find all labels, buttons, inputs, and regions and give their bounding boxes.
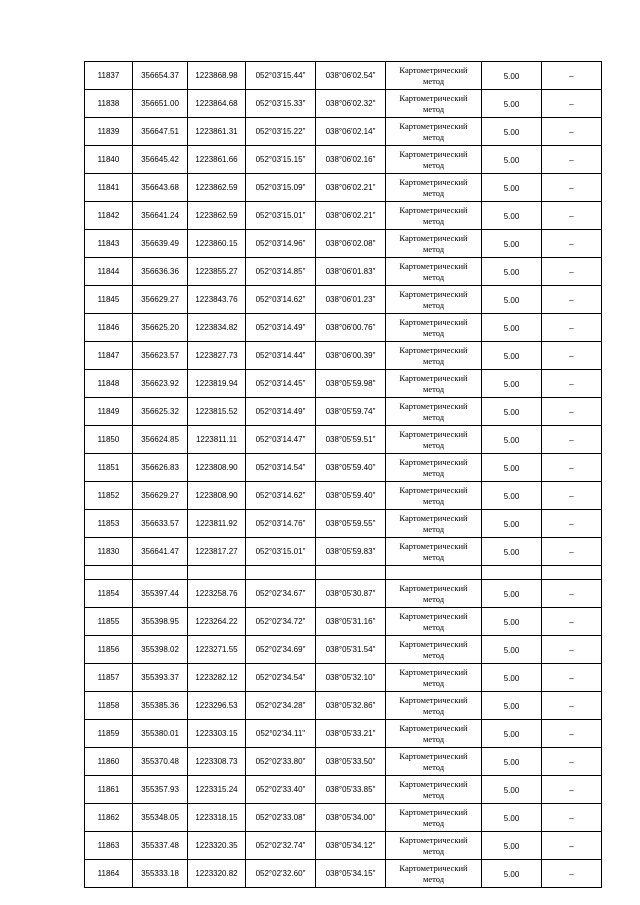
accuracy-cell: 5.00 [482,608,542,636]
accuracy-cell: 5.00 [482,860,542,888]
table-row [85,314,602,342]
method-cell: Картометрический метод [386,90,482,118]
accuracy-cell: 5.00 [482,314,542,342]
latitude-cell: 052°02'34.28" [246,692,316,720]
latitude-cell: 052°02'34.11" [246,720,316,748]
method-cell: Картометрический метод [386,580,482,608]
y-coordinate-cell: 1223864.68 [188,90,246,118]
point-number-cell: 11839 [85,118,133,146]
point-number-cell: 11846 [85,314,133,342]
accuracy-cell: 5.00 [482,832,542,860]
longitude-cell: 038°05'30.87" [316,580,386,608]
y-coordinate-cell: 1223843.76 [188,286,246,314]
note-cell: – [542,538,602,566]
method-cell: Картометрический метод [386,636,482,664]
longitude-cell: 038°06'02.21" [316,202,386,230]
longitude-cell: 038°06'02.32" [316,90,386,118]
x-coordinate-cell: 356625.20 [133,314,188,342]
latitude-cell: 052°03'14.49" [246,314,316,342]
method-cell: Картометрический метод [386,174,482,202]
x-coordinate-cell: 355398.95 [133,608,188,636]
latitude-cell: 052°03'14.62" [246,482,316,510]
longitude-cell: 038°06'00.76" [316,314,386,342]
point-number-cell: 11855 [85,608,133,636]
x-coordinate-cell: 355348.05 [133,804,188,832]
note-cell: – [542,748,602,776]
x-coordinate-cell: 355337.48 [133,832,188,860]
x-coordinate-cell: 356636.36 [133,258,188,286]
y-coordinate-cell: 1223318.15 [188,804,246,832]
method-cell: Картометрический метод [386,370,482,398]
x-coordinate-cell: 356626.83 [133,454,188,482]
table-row [85,608,602,636]
table-row [85,804,602,832]
x-coordinate-cell: 356639.49 [133,230,188,258]
note-cell: – [542,286,602,314]
table-row [85,426,602,454]
method-cell: Картометрический метод [386,314,482,342]
accuracy-cell: 5.00 [482,664,542,692]
accuracy-cell: 5.00 [482,62,542,90]
latitude-cell: 052°03'15.09" [246,174,316,202]
table-row [85,538,602,566]
accuracy-cell: 5.00 [482,174,542,202]
method-cell: Картометрический метод [386,832,482,860]
point-number-cell: 11861 [85,776,133,804]
accuracy-cell: 5.00 [482,146,542,174]
y-coordinate-cell: 1223808.90 [188,454,246,482]
point-number-cell: 11840 [85,146,133,174]
longitude-cell: 038°05'33.21" [316,720,386,748]
longitude-cell: 038°05'34.00" [316,804,386,832]
longitude-cell: 038°05'32.10" [316,664,386,692]
note-cell: – [542,398,602,426]
point-number-cell: 11864 [85,860,133,888]
table-row [85,370,602,398]
accuracy-cell: 5.00 [482,748,542,776]
accuracy-cell: 5.00 [482,90,542,118]
longitude-cell: 038°05'59.40" [316,482,386,510]
latitude-cell: 052°03'14.85" [246,258,316,286]
longitude-cell: 038°05'59.83" [316,538,386,566]
table-row [85,90,602,118]
accuracy-cell: 5.00 [482,482,542,510]
point-number-cell: 11843 [85,230,133,258]
method-cell: Картометрический метод [386,62,482,90]
point-number-cell: 11848 [85,370,133,398]
table-row [85,174,602,202]
table-row [85,118,602,146]
table-row [85,510,602,538]
y-coordinate-cell: 1223315.24 [188,776,246,804]
method-cell: Картометрический метод [386,804,482,832]
latitude-cell: 052°02'34.54" [246,664,316,692]
note-cell: – [542,146,602,174]
note-cell: – [542,258,602,286]
longitude-cell: 038°05'31.54" [316,636,386,664]
y-coordinate-cell: 1223811.11 [188,426,246,454]
method-cell: Картометрический метод [386,426,482,454]
y-coordinate-cell: 1223271.55 [188,636,246,664]
accuracy-cell: 5.00 [482,202,542,230]
method-cell: Картометрический метод [386,146,482,174]
note-cell: – [542,90,602,118]
point-number-cell: 11837 [85,62,133,90]
latitude-cell: 052°03'14.96" [246,230,316,258]
method-cell: Картометрический метод [386,230,482,258]
longitude-cell: 038°06'02.54" [316,62,386,90]
note-cell: – [542,692,602,720]
method-cell: Картометрический метод [386,692,482,720]
point-number-cell: 11830 [85,538,133,566]
table-row [85,482,602,510]
empty-cell [542,566,602,580]
table-row [85,146,602,174]
latitude-cell: 052°03'15.01" [246,202,316,230]
longitude-cell: 038°06'02.21" [316,174,386,202]
table-row [85,832,602,860]
latitude-cell: 052°02'34.72" [246,608,316,636]
y-coordinate-cell: 1223868.98 [188,62,246,90]
latitude-cell: 052°03'15.22" [246,118,316,146]
latitude-cell: 052°02'33.08" [246,804,316,832]
x-coordinate-cell: 356623.92 [133,370,188,398]
point-number-cell: 11853 [85,510,133,538]
y-coordinate-cell: 1223320.82 [188,860,246,888]
y-coordinate-cell: 1223819.94 [188,370,246,398]
method-cell: Картометрический метод [386,286,482,314]
point-number-cell: 11860 [85,748,133,776]
x-coordinate-cell: 356643.68 [133,174,188,202]
note-cell: – [542,776,602,804]
x-coordinate-cell: 356624.85 [133,426,188,454]
empty-cell [246,566,316,580]
latitude-cell: 052°03'14.47" [246,426,316,454]
latitude-cell: 052°03'14.44" [246,342,316,370]
note-cell: – [542,62,602,90]
point-number-cell: 11856 [85,636,133,664]
latitude-cell: 052°03'14.62" [246,286,316,314]
point-number-cell: 11850 [85,426,133,454]
longitude-cell: 038°05'59.55" [316,510,386,538]
longitude-cell: 038°05'34.15" [316,860,386,888]
empty-cell [188,566,246,580]
latitude-cell: 052°02'34.69" [246,636,316,664]
method-cell: Картометрический метод [386,398,482,426]
point-number-cell: 11858 [85,692,133,720]
x-coordinate-cell: 355385.36 [133,692,188,720]
method-cell: Картометрический метод [386,748,482,776]
x-coordinate-cell: 356625.32 [133,398,188,426]
table-row [85,342,602,370]
accuracy-cell: 5.00 [482,692,542,720]
table-row [85,454,602,482]
note-cell: – [542,342,602,370]
longitude-cell: 038°06'02.08" [316,230,386,258]
method-cell: Картометрический метод [386,342,482,370]
separator-row [85,566,602,580]
accuracy-cell: 5.00 [482,118,542,146]
accuracy-cell: 5.00 [482,426,542,454]
accuracy-cell: 5.00 [482,510,542,538]
note-cell: – [542,510,602,538]
latitude-cell: 052°03'15.15" [246,146,316,174]
method-cell: Картометрический метод [386,454,482,482]
table-row [85,286,602,314]
x-coordinate-cell: 356647.51 [133,118,188,146]
latitude-cell: 052°02'33.40" [246,776,316,804]
y-coordinate-cell: 1223817.27 [188,538,246,566]
accuracy-cell: 5.00 [482,230,542,258]
y-coordinate-cell: 1223861.31 [188,118,246,146]
note-cell: – [542,608,602,636]
latitude-cell: 052°02'34.67" [246,580,316,608]
table-row [85,580,602,608]
y-coordinate-cell: 1223308.73 [188,748,246,776]
y-coordinate-cell: 1223296.53 [188,692,246,720]
note-cell: – [542,832,602,860]
latitude-cell: 052°03'15.33" [246,90,316,118]
y-coordinate-cell: 1223303.15 [188,720,246,748]
longitude-cell: 038°05'59.98" [316,370,386,398]
y-coordinate-cell: 1223861.66 [188,146,246,174]
table-row [85,258,602,286]
y-coordinate-cell: 1223815.52 [188,398,246,426]
longitude-cell: 038°05'32.86" [316,692,386,720]
table-row [85,398,602,426]
longitude-cell: 038°05'33.50" [316,748,386,776]
empty-cell [482,566,542,580]
point-number-cell: 11854 [85,580,133,608]
x-coordinate-cell: 355393.37 [133,664,188,692]
x-coordinate-cell: 355333.18 [133,860,188,888]
y-coordinate-cell: 1223862.59 [188,202,246,230]
latitude-cell: 052°03'14.45" [246,370,316,398]
empty-cell [85,566,133,580]
y-coordinate-cell: 1223860.15 [188,230,246,258]
note-cell: – [542,636,602,664]
x-coordinate-cell: 356645.42 [133,146,188,174]
table-row [85,230,602,258]
latitude-cell: 052°02'32.74" [246,832,316,860]
method-cell: Картометрический метод [386,860,482,888]
point-number-cell: 11852 [85,482,133,510]
latitude-cell: 052°03'14.76" [246,510,316,538]
note-cell: – [542,174,602,202]
note-cell: – [542,860,602,888]
table-row [85,636,602,664]
note-cell: – [542,664,602,692]
note-cell: – [542,454,602,482]
longitude-cell: 038°05'59.74" [316,398,386,426]
accuracy-cell: 5.00 [482,342,542,370]
longitude-cell: 038°05'34.12" [316,832,386,860]
method-cell: Картометрический метод [386,118,482,146]
longitude-cell: 038°06'02.16" [316,146,386,174]
longitude-cell: 038°05'59.40" [316,454,386,482]
y-coordinate-cell: 1223808.90 [188,482,246,510]
y-coordinate-cell: 1223258.76 [188,580,246,608]
longitude-cell: 038°05'33.85" [316,776,386,804]
accuracy-cell: 5.00 [482,398,542,426]
note-cell: – [542,314,602,342]
point-number-cell: 11845 [85,286,133,314]
table-row [85,202,602,230]
y-coordinate-cell: 1223834.82 [188,314,246,342]
y-coordinate-cell: 1223320.35 [188,832,246,860]
note-cell: – [542,580,602,608]
table-row [85,748,602,776]
longitude-cell: 038°06'01.83" [316,258,386,286]
x-coordinate-cell: 355370.48 [133,748,188,776]
table-row [85,720,602,748]
method-cell: Картометрический метод [386,608,482,636]
accuracy-cell: 5.00 [482,454,542,482]
longitude-cell: 038°06'01.23" [316,286,386,314]
x-coordinate-cell: 356629.27 [133,482,188,510]
accuracy-cell: 5.00 [482,370,542,398]
y-coordinate-cell: 1223811.92 [188,510,246,538]
x-coordinate-cell: 355357.93 [133,776,188,804]
table-row [85,860,602,888]
x-coordinate-cell: 356623.57 [133,342,188,370]
note-cell: – [542,370,602,398]
accuracy-cell: 5.00 [482,258,542,286]
note-cell: – [542,202,602,230]
coordinates-table [84,61,602,888]
accuracy-cell: 5.00 [482,286,542,314]
x-coordinate-cell: 356654.37 [133,62,188,90]
note-cell: – [542,482,602,510]
point-number-cell: 11849 [85,398,133,426]
note-cell: – [542,118,602,146]
accuracy-cell: 5.00 [482,580,542,608]
note-cell: – [542,426,602,454]
accuracy-cell: 5.00 [482,636,542,664]
y-coordinate-cell: 1223855.27 [188,258,246,286]
latitude-cell: 052°03'14.49" [246,398,316,426]
method-cell: Картометрический метод [386,720,482,748]
method-cell: Картометрический метод [386,258,482,286]
x-coordinate-cell: 356641.47 [133,538,188,566]
note-cell: – [542,804,602,832]
x-coordinate-cell: 356633.57 [133,510,188,538]
note-cell: – [542,720,602,748]
y-coordinate-cell: 1223862.59 [188,174,246,202]
point-number-cell: 11857 [85,664,133,692]
point-number-cell: 11838 [85,90,133,118]
longitude-cell: 038°06'02.14" [316,118,386,146]
point-number-cell: 11851 [85,454,133,482]
latitude-cell: 052°02'33.80" [246,748,316,776]
empty-cell [386,566,482,580]
y-coordinate-cell: 1223282.12 [188,664,246,692]
x-coordinate-cell: 355380.01 [133,720,188,748]
latitude-cell: 052°03'15.01" [246,538,316,566]
x-coordinate-cell: 355397.44 [133,580,188,608]
x-coordinate-cell: 356651.00 [133,90,188,118]
table-row [85,776,602,804]
y-coordinate-cell: 1223264.22 [188,608,246,636]
table-row [85,664,602,692]
point-number-cell: 11863 [85,832,133,860]
note-cell: – [542,230,602,258]
x-coordinate-cell: 355398.02 [133,636,188,664]
point-number-cell: 11844 [85,258,133,286]
x-coordinate-cell: 356641.24 [133,202,188,230]
method-cell: Картометрический метод [386,510,482,538]
point-number-cell: 11842 [85,202,133,230]
accuracy-cell: 5.00 [482,776,542,804]
point-number-cell: 11859 [85,720,133,748]
table-row [85,692,602,720]
point-number-cell: 11841 [85,174,133,202]
table-row [85,62,602,90]
longitude-cell: 038°05'59.51" [316,426,386,454]
latitude-cell: 052°03'15.44" [246,62,316,90]
empty-cell [133,566,188,580]
method-cell: Картометрический метод [386,202,482,230]
latitude-cell: 052°03'14.54" [246,454,316,482]
method-cell: Картометрический метод [386,482,482,510]
point-number-cell: 11862 [85,804,133,832]
accuracy-cell: 5.00 [482,804,542,832]
y-coordinate-cell: 1223827.73 [188,342,246,370]
longitude-cell: 038°05'31.16" [316,608,386,636]
x-coordinate-cell: 356629.27 [133,286,188,314]
longitude-cell: 038°06'00.39" [316,342,386,370]
method-cell: Картометрический метод [386,538,482,566]
empty-cell [316,566,386,580]
accuracy-cell: 5.00 [482,538,542,566]
method-cell: Картометрический метод [386,664,482,692]
point-number-cell: 11847 [85,342,133,370]
latitude-cell: 052°02'32.60" [246,860,316,888]
method-cell: Картометрический метод [386,776,482,804]
accuracy-cell: 5.00 [482,720,542,748]
